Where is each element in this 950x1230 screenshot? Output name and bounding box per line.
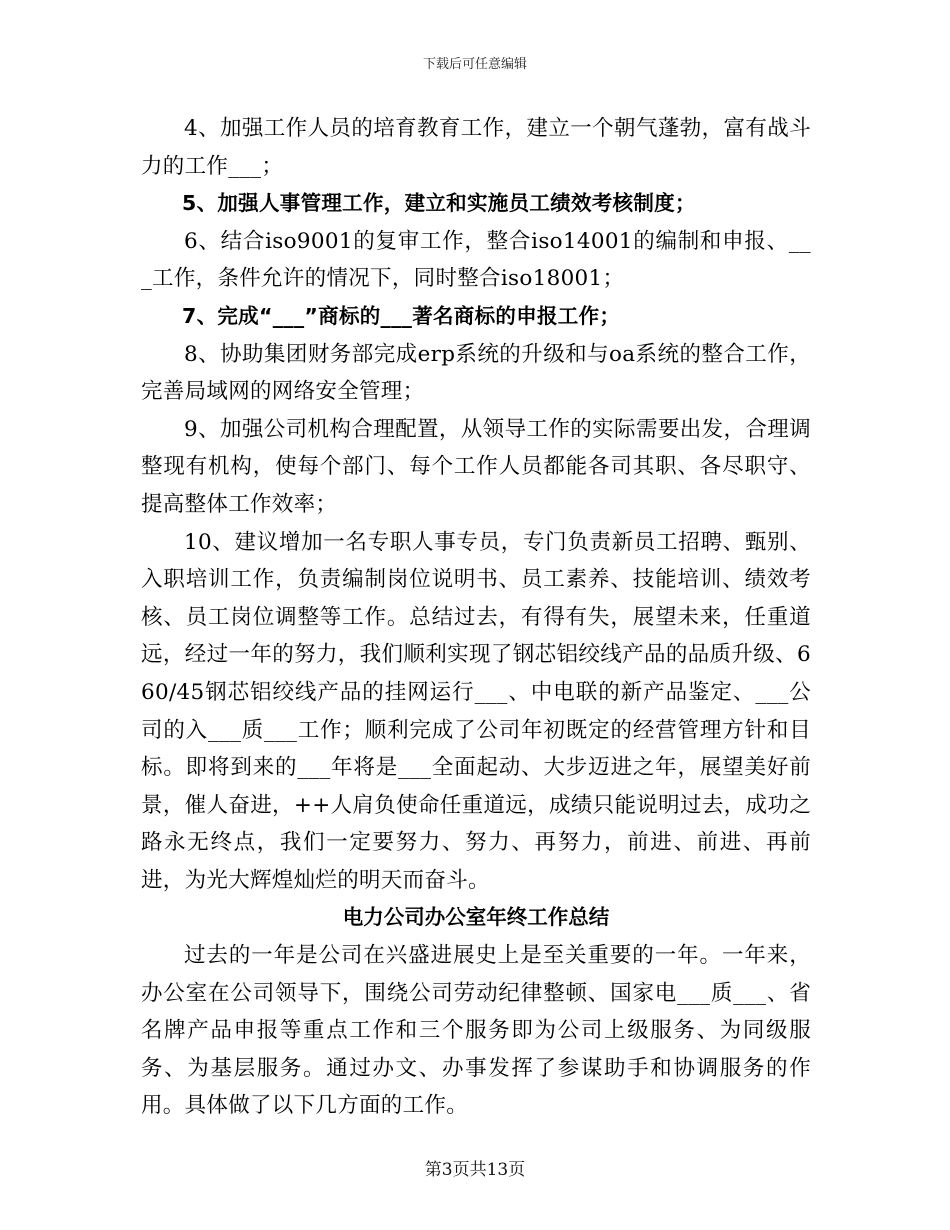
document-body [141, 110, 811, 1125]
paragraph-item-9: 9、加强公司机构合理配置，从领导工作的实际需要出发，合理调整现有机构，使每个部门、每个工作人员都能各司其职、各尽职守、提高整体工作效率； [141, 416, 811, 517]
paragraph-item-8: 8、协助集团财务部完成erp系统的升级和与oa系统的整合工作，完善局域网的网络安全管理； [141, 341, 811, 405]
paragraph-item-4: 4、加强工作人员的培育教育工作，建立一个朝气蓬勃，富有战斗力的工作___； [141, 116, 811, 179]
page-header: 下载后可任意编辑 [422, 57, 527, 72]
paragraph-item-6: 6、结合iso9001的复审工作，整合iso14001的编制和申报、___工作，条件允许的情况下，同时整合iso18001； [141, 228, 811, 292]
paragraph-item-7: 7、完成“___”商标的___著名商标的申报工作； [182, 303, 621, 328]
section-title: 电力公司办公室年终工作总结 [342, 905, 610, 930]
section-paragraph: 过去的一年是公司在兴盛进展史上是至关重要的一年。一年来，办公室在公司领导下，围绕公司劳动纪律整顿、国家电___质___、省名牌产品申报等重点工作和三个服务即为公司上级服务、为同级服务、为基层服务。通过办文、办事发挥了参谋助手和协调服务的作用。具体做了以下几方面的工作。 [141, 943, 811, 1119]
page-footer: 第3页共13页 [424, 1160, 526, 1180]
paragraph-item-5: 5、加强人事管理工作，建立和实施员工绩效考核制度； [182, 191, 696, 216]
paragraph-item-10: 10、建议增加一名专职人事专员，专门负责新员工招聘、甄别、入职培训工作，负责编制岗位说明书、员工素养、技能培训、绩效考核、员工岗位调整等工作。总结过去，有得有失，展望未来，任重道远，经过一年的努力，我们顺利实现了钢芯铝绞线产品的品质升级、660/45钢芯铝绞线产品的挂网运行___、中电联的新产品鉴定、___公司的入___质___工作；顺利完成了公司年初既定的经营管理方针和目标。即将到来的___年将是___全面起动、大步迈进之年，展望美好前景，催人奋进，++人肩负使命任重道远，成绩只能说明过去，成功之路永无终点，我们一定要努力、努力、再努力，前进、前进、再前进，为光大辉煌灿烂的明天而奋斗。 [141, 529, 811, 893]
